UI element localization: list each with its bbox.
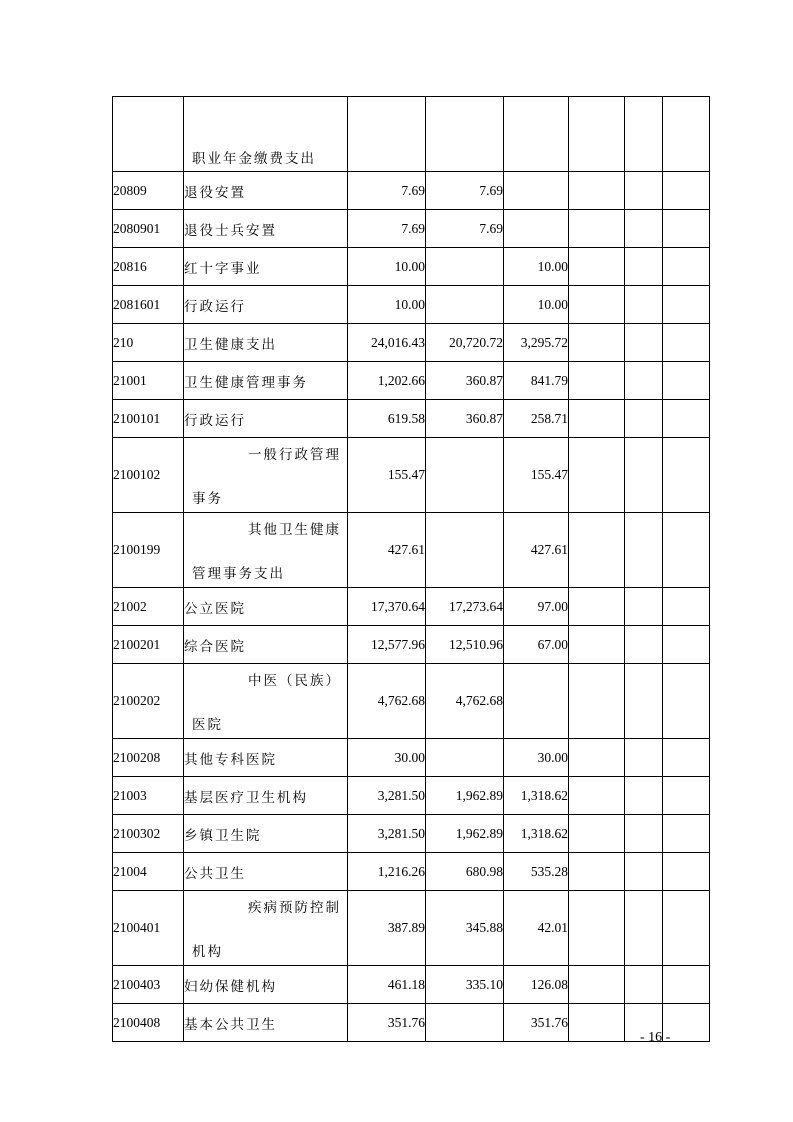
empty-cell <box>625 777 663 815</box>
empty-cell <box>569 588 625 626</box>
empty-cell <box>569 438 625 513</box>
empty-cell <box>663 210 710 248</box>
table-row <box>113 210 710 248</box>
total-cell: 1,202.66 <box>348 362 426 400</box>
total-cell: 3,281.50 <box>348 815 426 853</box>
code-cell: 20809 <box>113 172 184 210</box>
empty-cell <box>569 777 625 815</box>
total-cell: 7.69 <box>348 210 426 248</box>
empty-cell <box>625 97 663 172</box>
basic-cell: 4,762.68 <box>426 664 504 739</box>
code-cell: 2100302 <box>113 815 184 853</box>
basic-cell <box>426 438 504 513</box>
table-row <box>113 97 710 172</box>
name-cell: 其他专科医院 <box>184 739 348 777</box>
total-cell: 3,281.50 <box>348 777 426 815</box>
code-cell: 2080901 <box>113 210 184 248</box>
total-cell: 387.89 <box>348 891 426 966</box>
basic-cell: 680.98 <box>426 853 504 891</box>
code-cell: 2100102 <box>113 438 184 513</box>
total-cell: 17,370.64 <box>348 588 426 626</box>
code-cell: 21003 <box>113 777 184 815</box>
empty-cell <box>663 777 710 815</box>
empty-cell <box>569 362 625 400</box>
project-cell: 841.79 <box>504 362 569 400</box>
empty-cell <box>663 739 710 777</box>
name-cell: 卫生健康支出 <box>184 324 348 362</box>
basic-cell: 7.69 <box>426 210 504 248</box>
table-row <box>113 1004 710 1042</box>
total-cell: 24,016.43 <box>348 324 426 362</box>
empty-cell <box>625 172 663 210</box>
basic-cell: 7.69 <box>426 172 504 210</box>
basic-cell: 1,962.89 <box>426 815 504 853</box>
project-cell: 97.00 <box>504 588 569 626</box>
basic-cell: 345.88 <box>426 891 504 966</box>
total-cell: 4,762.68 <box>348 664 426 739</box>
basic-cell <box>426 286 504 324</box>
basic-cell: 360.87 <box>426 362 504 400</box>
empty-cell <box>625 438 663 513</box>
project-cell: 42.01 <box>504 891 569 966</box>
table-row <box>113 777 710 815</box>
name-cell: 卫生健康管理事务 <box>184 362 348 400</box>
project-cell: 67.00 <box>504 626 569 664</box>
empty-cell <box>625 362 663 400</box>
table-row <box>113 438 710 513</box>
empty-cell <box>569 286 625 324</box>
table-row <box>113 739 710 777</box>
basic-cell: 1,962.89 <box>426 777 504 815</box>
empty-cell <box>625 324 663 362</box>
basic-cell <box>426 97 504 172</box>
code-cell: 21002 <box>113 588 184 626</box>
total-cell: 30.00 <box>348 739 426 777</box>
empty-cell <box>663 664 710 739</box>
empty-cell <box>625 664 663 739</box>
table-row <box>113 588 710 626</box>
code-cell: 2100403 <box>113 966 184 1004</box>
project-cell <box>504 210 569 248</box>
empty-cell <box>625 626 663 664</box>
empty-cell <box>663 815 710 853</box>
code-cell: 2100201 <box>113 626 184 664</box>
table-row <box>113 362 710 400</box>
basic-cell <box>426 739 504 777</box>
empty-cell <box>569 248 625 286</box>
table-row <box>113 815 710 853</box>
empty-cell <box>663 966 710 1004</box>
project-cell <box>504 172 569 210</box>
empty-cell <box>569 1004 625 1042</box>
empty-cell <box>625 588 663 626</box>
empty-cell <box>569 210 625 248</box>
empty-cell <box>625 891 663 966</box>
name-cell: 妇幼保健机构 <box>184 966 348 1004</box>
name-cell: 乡镇卫生院 <box>184 815 348 853</box>
basic-cell <box>426 248 504 286</box>
empty-cell <box>625 210 663 248</box>
code-cell: 2100408 <box>113 1004 184 1042</box>
code-cell: 21001 <box>113 362 184 400</box>
name-cell: 公立医院 <box>184 588 348 626</box>
basic-cell: 335.10 <box>426 966 504 1004</box>
table-row <box>113 853 710 891</box>
code-cell: 2100202 <box>113 664 184 739</box>
project-cell: 1,318.62 <box>504 815 569 853</box>
basic-cell <box>426 1004 504 1042</box>
code-cell: 2100199 <box>113 513 184 588</box>
project-cell: 351.76 <box>504 1004 569 1042</box>
empty-cell <box>663 172 710 210</box>
empty-cell <box>569 513 625 588</box>
empty-cell <box>663 891 710 966</box>
project-cell: 535.28 <box>504 853 569 891</box>
name-cell: 一般行政管理 事务 <box>184 438 348 513</box>
code-cell: 210 <box>113 324 184 362</box>
empty-cell <box>625 853 663 891</box>
empty-cell <box>663 626 710 664</box>
empty-cell <box>663 400 710 438</box>
empty-cell <box>625 400 663 438</box>
code-cell <box>113 97 184 172</box>
basic-cell <box>426 513 504 588</box>
empty-cell <box>569 891 625 966</box>
code-cell: 2100401 <box>113 891 184 966</box>
name-cell: 红十字事业 <box>184 248 348 286</box>
empty-cell <box>569 664 625 739</box>
project-cell: 30.00 <box>504 739 569 777</box>
table-row <box>113 891 710 966</box>
empty-cell <box>569 400 625 438</box>
table-row <box>113 286 710 324</box>
basic-cell: 17,273.64 <box>426 588 504 626</box>
table-row <box>113 400 710 438</box>
table-row <box>113 513 710 588</box>
name-cell: 职业年金缴费支出 <box>184 97 348 172</box>
table-row <box>113 664 710 739</box>
empty-cell <box>625 286 663 324</box>
table-row <box>113 966 710 1004</box>
basic-cell: 360.87 <box>426 400 504 438</box>
empty-cell <box>625 513 663 588</box>
project-cell: 155.47 <box>504 438 569 513</box>
empty-cell <box>663 286 710 324</box>
name-cell: 综合医院 <box>184 626 348 664</box>
empty-cell <box>569 853 625 891</box>
empty-cell <box>663 588 710 626</box>
empty-cell <box>569 324 625 362</box>
name-cell: 退役士兵安置 <box>184 210 348 248</box>
empty-cell <box>663 513 710 588</box>
table-row <box>113 324 710 362</box>
name-cell: 基本公共卫生 <box>184 1004 348 1042</box>
empty-cell <box>569 172 625 210</box>
name-cell: 行政运行 <box>184 400 348 438</box>
basic-cell: 12,510.96 <box>426 626 504 664</box>
page-number: - 16 - <box>640 1030 671 1045</box>
basic-cell: 20,720.72 <box>426 324 504 362</box>
total-cell: 351.76 <box>348 1004 426 1042</box>
code-cell: 20816 <box>113 248 184 286</box>
project-cell: 126.08 <box>504 966 569 1004</box>
empty-cell <box>569 97 625 172</box>
name-cell: 疾病预防控制 机构 <box>184 891 348 966</box>
empty-cell <box>569 739 625 777</box>
empty-cell <box>625 815 663 853</box>
code-cell: 2100208 <box>113 739 184 777</box>
project-cell <box>504 97 569 172</box>
project-cell: 427.61 <box>504 513 569 588</box>
total-cell: 427.61 <box>348 513 426 588</box>
code-cell: 2100101 <box>113 400 184 438</box>
empty-cell <box>663 362 710 400</box>
table-row <box>113 248 710 286</box>
code-cell: 2081601 <box>113 286 184 324</box>
table-row <box>113 626 710 664</box>
project-cell: 258.71 <box>504 400 569 438</box>
empty-cell <box>663 438 710 513</box>
name-cell: 退役安置 <box>184 172 348 210</box>
empty-cell <box>625 966 663 1004</box>
name-cell: 行政运行 <box>184 286 348 324</box>
name-cell: 基层医疗卫生机构 <box>184 777 348 815</box>
project-cell: 3,295.72 <box>504 324 569 362</box>
total-cell: 1,216.26 <box>348 853 426 891</box>
total-cell: 7.69 <box>348 172 426 210</box>
project-cell <box>504 664 569 739</box>
expenditure-table <box>112 96 710 1042</box>
empty-cell <box>569 815 625 853</box>
total-cell: 619.58 <box>348 400 426 438</box>
total-cell: 155.47 <box>348 438 426 513</box>
empty-cell <box>569 966 625 1004</box>
empty-cell <box>663 248 710 286</box>
name-cell: 其他卫生健康 管理事务支出 <box>184 513 348 588</box>
empty-cell <box>663 324 710 362</box>
code-cell: 21004 <box>113 853 184 891</box>
total-cell: 10.00 <box>348 248 426 286</box>
total-cell <box>348 97 426 172</box>
project-cell: 10.00 <box>504 286 569 324</box>
empty-cell <box>663 853 710 891</box>
table-row <box>113 172 710 210</box>
total-cell: 12,577.96 <box>348 626 426 664</box>
empty-cell <box>569 626 625 664</box>
name-cell: 中医（民族） 医院 <box>184 664 348 739</box>
name-cell: 公共卫生 <box>184 853 348 891</box>
empty-cell <box>663 97 710 172</box>
total-cell: 10.00 <box>348 286 426 324</box>
empty-cell <box>625 739 663 777</box>
project-cell: 10.00 <box>504 248 569 286</box>
empty-cell <box>625 248 663 286</box>
total-cell: 461.18 <box>348 966 426 1004</box>
project-cell: 1,318.62 <box>504 777 569 815</box>
